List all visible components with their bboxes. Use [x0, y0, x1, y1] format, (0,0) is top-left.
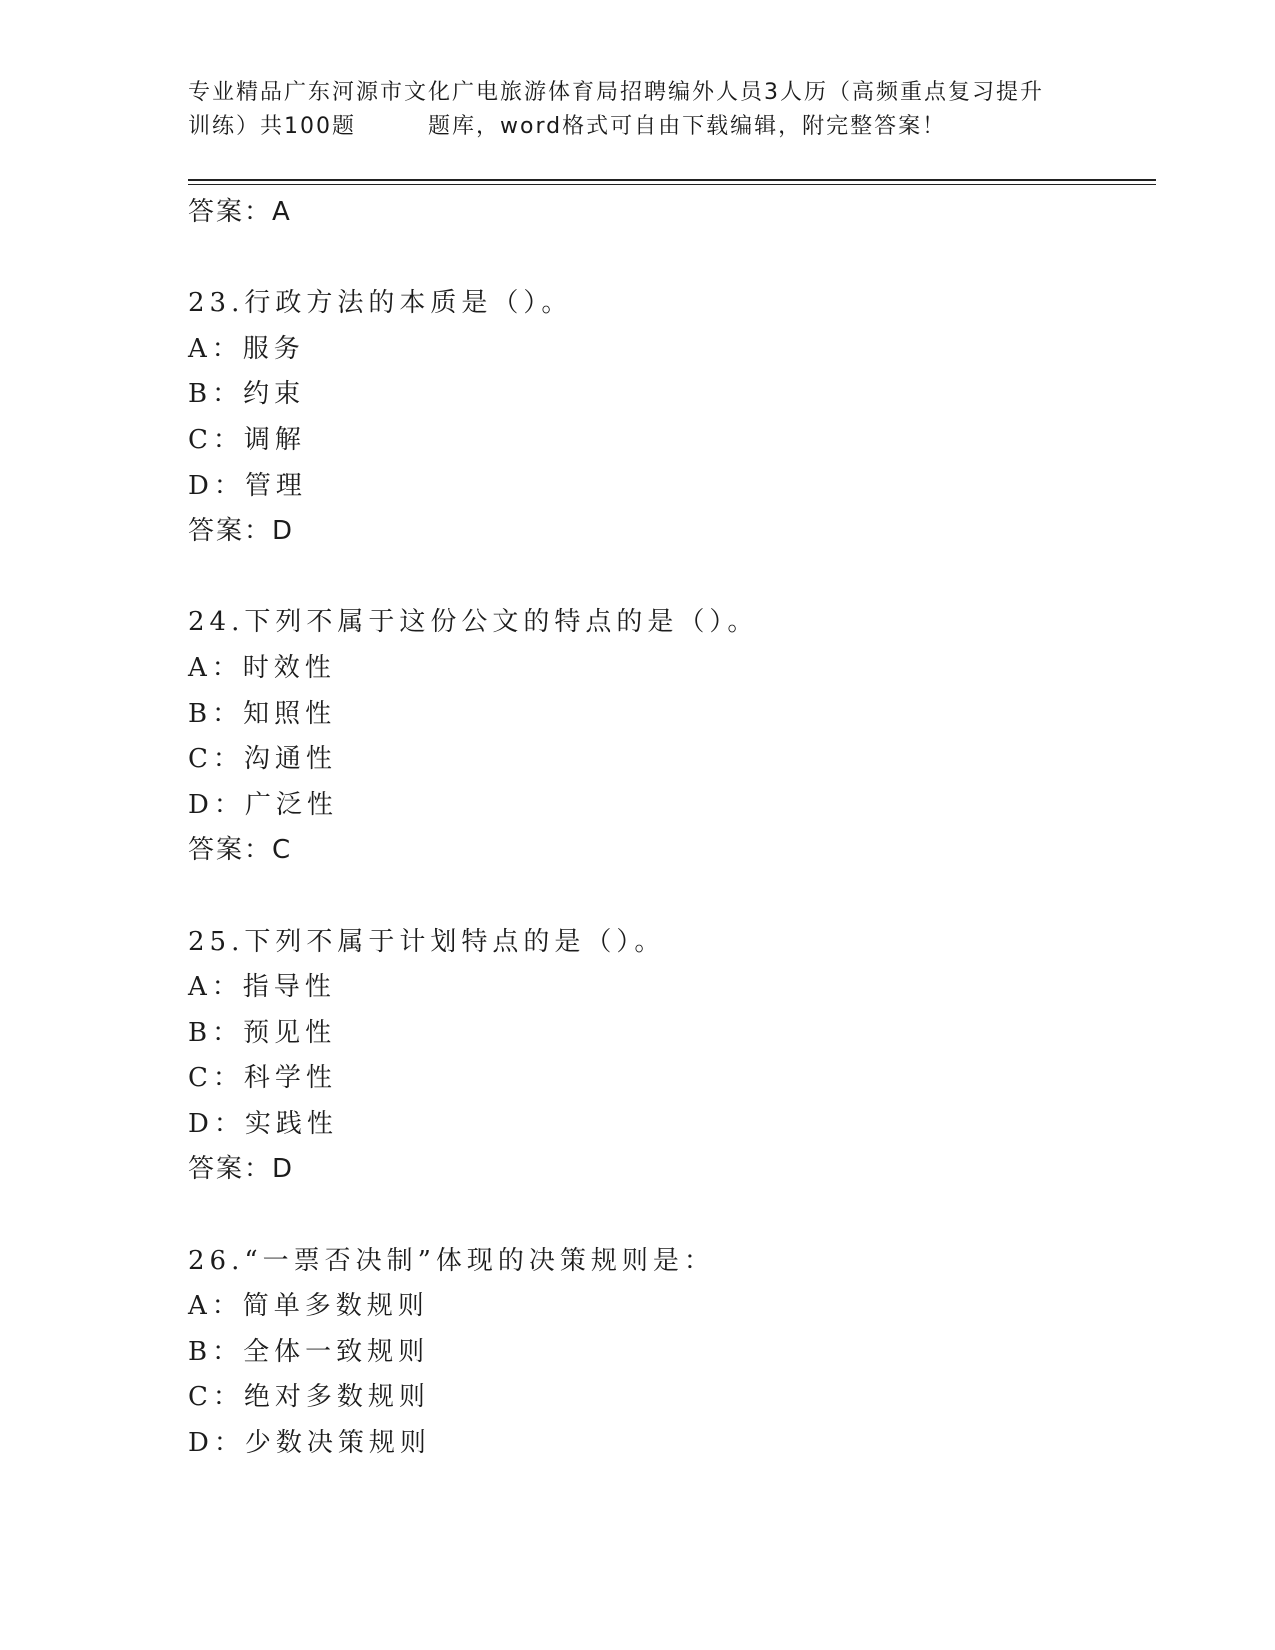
page-header [188, 76, 1088, 144]
option-d: D：少数决策规则 [188, 1428, 431, 1459]
option-b: B：全体一致规则 [188, 1336, 430, 1367]
option-b: B：预见性 [188, 1017, 337, 1048]
option-b: B：知照性 [188, 698, 337, 729]
option-b: B：约束 [188, 379, 306, 410]
question-list [188, 190, 1148, 1467]
option-a: A：简单多数规则 [188, 1291, 429, 1322]
option-d: D：实践性 [188, 1108, 338, 1139]
question-block-24 [188, 600, 1148, 874]
spacer [188, 874, 1148, 920]
question-stem: 26.“一票否决制”体现的决策规则是： [188, 1245, 715, 1276]
answer-line: 答案：C [188, 835, 293, 866]
spacer [188, 1193, 1148, 1239]
option-c: C：沟通性 [188, 744, 337, 775]
option-c: C：绝对多数规则 [188, 1382, 430, 1413]
header-divider-thick [188, 179, 1156, 181]
previous-answer: 答案：A [188, 197, 292, 227]
option-c: C：调解 [188, 424, 306, 455]
option-d: D：广泛性 [188, 789, 338, 820]
question-stem: 25.下列不属于计划特点的是（）。 [188, 926, 666, 957]
answer-line: 答案：D [188, 1154, 295, 1185]
header-title-line-1: 专业精品广东河源市文化广电旅游体育局招聘编外人员3人历（高频重点复习提升 [188, 80, 1044, 105]
question-stem: 23.行政方法的本质是（）。 [188, 288, 573, 319]
question-block-26 [188, 1239, 1148, 1467]
spacer [188, 555, 1148, 601]
header-divider-thin [188, 184, 1156, 185]
header-title-line-2: 训练）共100题 题库，word格式可自由下载编辑，附完整答案！ [188, 114, 947, 139]
option-a: A：服务 [188, 333, 305, 364]
question-block-23 [188, 281, 1148, 555]
spacer [188, 236, 1148, 282]
answer-line: 答案：D [188, 516, 295, 547]
option-c: C：科学性 [188, 1063, 337, 1094]
question-stem: 24.下列不属于这份公文的特点的是（）。 [188, 607, 759, 638]
question-block-25 [188, 920, 1148, 1194]
option-a: A：时效性 [188, 652, 336, 683]
option-d: D：管理 [188, 470, 307, 501]
option-a: A：指导性 [188, 972, 336, 1003]
